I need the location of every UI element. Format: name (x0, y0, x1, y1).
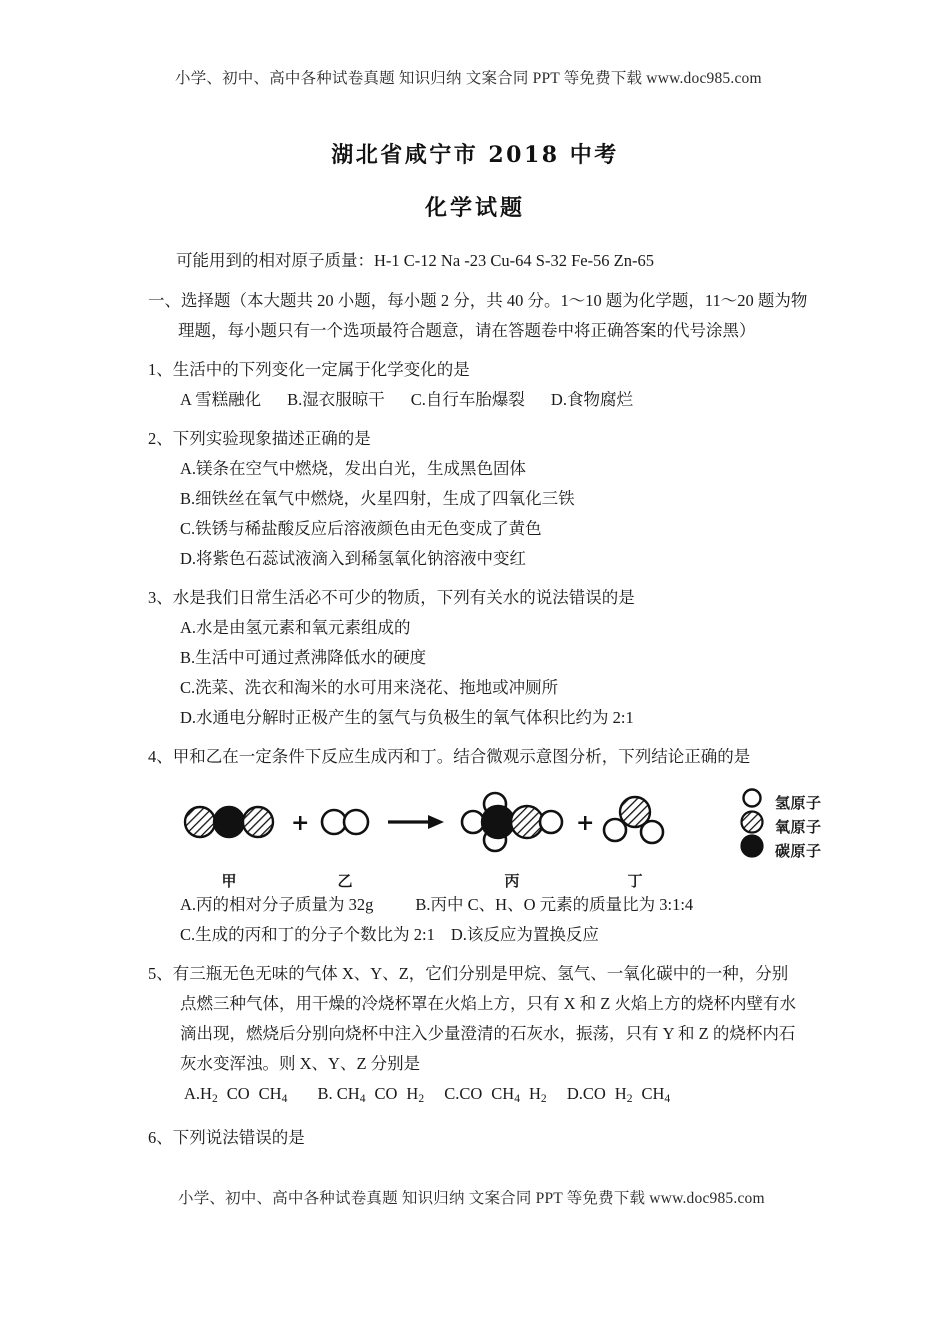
question-4-options-row-2 (180, 920, 828, 950)
question-2-stem: 2、下列实验现象描述正确的是 (148, 429, 371, 448)
operator-plus-2: + (576, 810, 595, 836)
watermark-header: 小学、初中、高中各种试卷真题 知识归纳 文案合同 PPT 等免费下载 www.doc985.com (175, 70, 762, 87)
legend-hydrogen-icon (744, 790, 761, 807)
question-3-option-b: B.生活中可通过煮沸降低水的硬度 (180, 648, 427, 667)
question-1-option-b: B.湿衣服晾干 (287, 390, 385, 409)
species-label-ding: 丁 (627, 872, 643, 890)
page-subtitle: 化学试题 (424, 195, 525, 221)
molecule-yi-h2 (322, 810, 368, 834)
reaction-arrow-icon (388, 815, 444, 829)
question-1-option-c: C.自行车胎爆裂 (410, 390, 525, 409)
question-3-option-d: D.水通电分解时正极产生的氢气与负极生的氧气体积比约为 2:1 (180, 708, 634, 727)
atomic-mass-note: 可能用到的相对原子质量：H-1 C-12 Na -23 Cu-64 S-32 Fe-56 Zn-65 (176, 251, 655, 270)
question-1 (148, 355, 828, 415)
question-5-options (184, 1079, 828, 1114)
question-5-stem-line-1: 5、有三瓶无色无味的气体 X、Y、Z，它们分别是甲烷、氢气、一氧化碳中的一种，分别 (148, 964, 789, 983)
legend-glyphs (742, 790, 763, 857)
question-6 (148, 1123, 828, 1153)
question-2 (148, 424, 828, 574)
page-title: 湖北省咸宁市 2018 中考 (331, 142, 619, 168)
question-5-option-b: B. $CH_4$ CO $H_2$ (317, 1084, 425, 1106)
legend-oxygen-icon (742, 812, 763, 833)
legend-label-oxygen: 氧原子 (775, 818, 822, 836)
question-1-stem: 1、生活中的下列变化一定属于化学变化的是 (148, 360, 470, 379)
question-2-option-d: D.将紫色石蕊试液滴入到稀氢氧化钠溶液中变红 (180, 549, 527, 568)
legend-label-hydrogen: 氢原子 (775, 794, 822, 812)
question-5-option-d: D.CO $H_2$ $CH_4$ (566, 1084, 671, 1106)
document-title-block (0, 138, 950, 222)
molecule-ding-h2o (604, 797, 663, 843)
operator-plus-1: + (291, 810, 310, 836)
question-4-option-a: A.丙的相对分子质量为 32g (180, 895, 374, 914)
molecule-jia-co2 (185, 807, 273, 837)
question-4-stem: 4、甲和乙在一定条件下反应生成丙和丁。结合微观示意图分析，下列结论正确的是 (148, 747, 751, 766)
legend-carbon-icon (742, 836, 763, 857)
section-heading-line1: 一、选择题（本大题共 20 小题，每小题 2 分，共 40 分。1～10 题为化学题，11～20 题为物 (148, 291, 808, 310)
question-2-option-c: C.铁锈与稀盐酸反应后溶液颜色由无色变成了黄色 (180, 519, 542, 538)
question-3-option-a: A.水是由氢元素和氧元素组成的 (180, 618, 411, 637)
question-1-option-a: A 雪糕融化 (180, 390, 262, 409)
question-1-options (180, 385, 828, 415)
question-4-option-d: D.该反应为置换反应 (450, 925, 599, 944)
molecule-bing-ch3oh (462, 793, 562, 851)
exam-content (148, 246, 828, 1153)
question-4-option-c: C.生成的丙和丁的分子个数比为 2:1 (180, 925, 435, 944)
question-3-option-c: C.洗菜、洗衣和淘米的水可用来浇花、拖地或冲厕所 (180, 678, 559, 697)
question-5-stem-line-2: 点燃三种气体，用干燥的冷烧杯罩在火焰上方，只有 X 和 Z 火焰上方的烧杯内壁有水 (180, 994, 796, 1013)
section-heading (148, 286, 828, 346)
section-heading-line2: 理题，每小题只有一个选项最符合题意，请在答题卷中将正确答案的代号涂黑） (178, 321, 756, 340)
question-4-option-b: B.丙中 C、H、O 元素的质量比为 3:1:4 (415, 895, 694, 914)
diagram-species-labels (148, 866, 828, 890)
reaction-scheme-svg (148, 778, 828, 864)
question-5-stem-line-3: 滴出现，燃烧后分别向烧杯中注入少量澄清的石灰水，振荡，只有 Y 和 Z 的烧杯内石 (180, 1024, 796, 1043)
watermark-footer: 小学、初中、高中各种试卷真题 知识归纳 文案合同 PPT 等免费下载 www.doc985.com (178, 1190, 765, 1207)
species-label-yi: 乙 (337, 872, 353, 890)
question-4 (148, 742, 828, 950)
question-5-option-c: C.CO $CH_4$ $H_2$ (444, 1084, 547, 1106)
question-3-stem: 3、水是我们日常生活必不可少的物质，下列有关水的说法错误的是 (148, 588, 635, 607)
question-2-option-b: B.细铁丝在氧气中燃烧，火星四射，生成了四氧化三铁 (180, 489, 575, 508)
question-5-stem-line-4: 灰水变浑浊。则 X、Y、Z 分别是 (180, 1054, 421, 1073)
legend-label-carbon: 碳原子 (775, 842, 822, 860)
species-label-bing: 丙 (504, 872, 520, 890)
molecular-reaction-diagram (148, 778, 828, 864)
species-label-jia: 甲 (221, 872, 237, 890)
question-5-option-a: $A.H_2$ CO $CH_4$ (184, 1084, 288, 1106)
question-3 (148, 583, 828, 733)
question-1-option-d: D.食物腐烂 (550, 390, 633, 409)
question-5 (148, 959, 828, 1114)
question-2-option-a: A.镁条在空气中燃烧，发出白光，生成黑色固体 (180, 459, 527, 478)
question-6-stem: 6、下列说法错误的是 (148, 1128, 305, 1148)
